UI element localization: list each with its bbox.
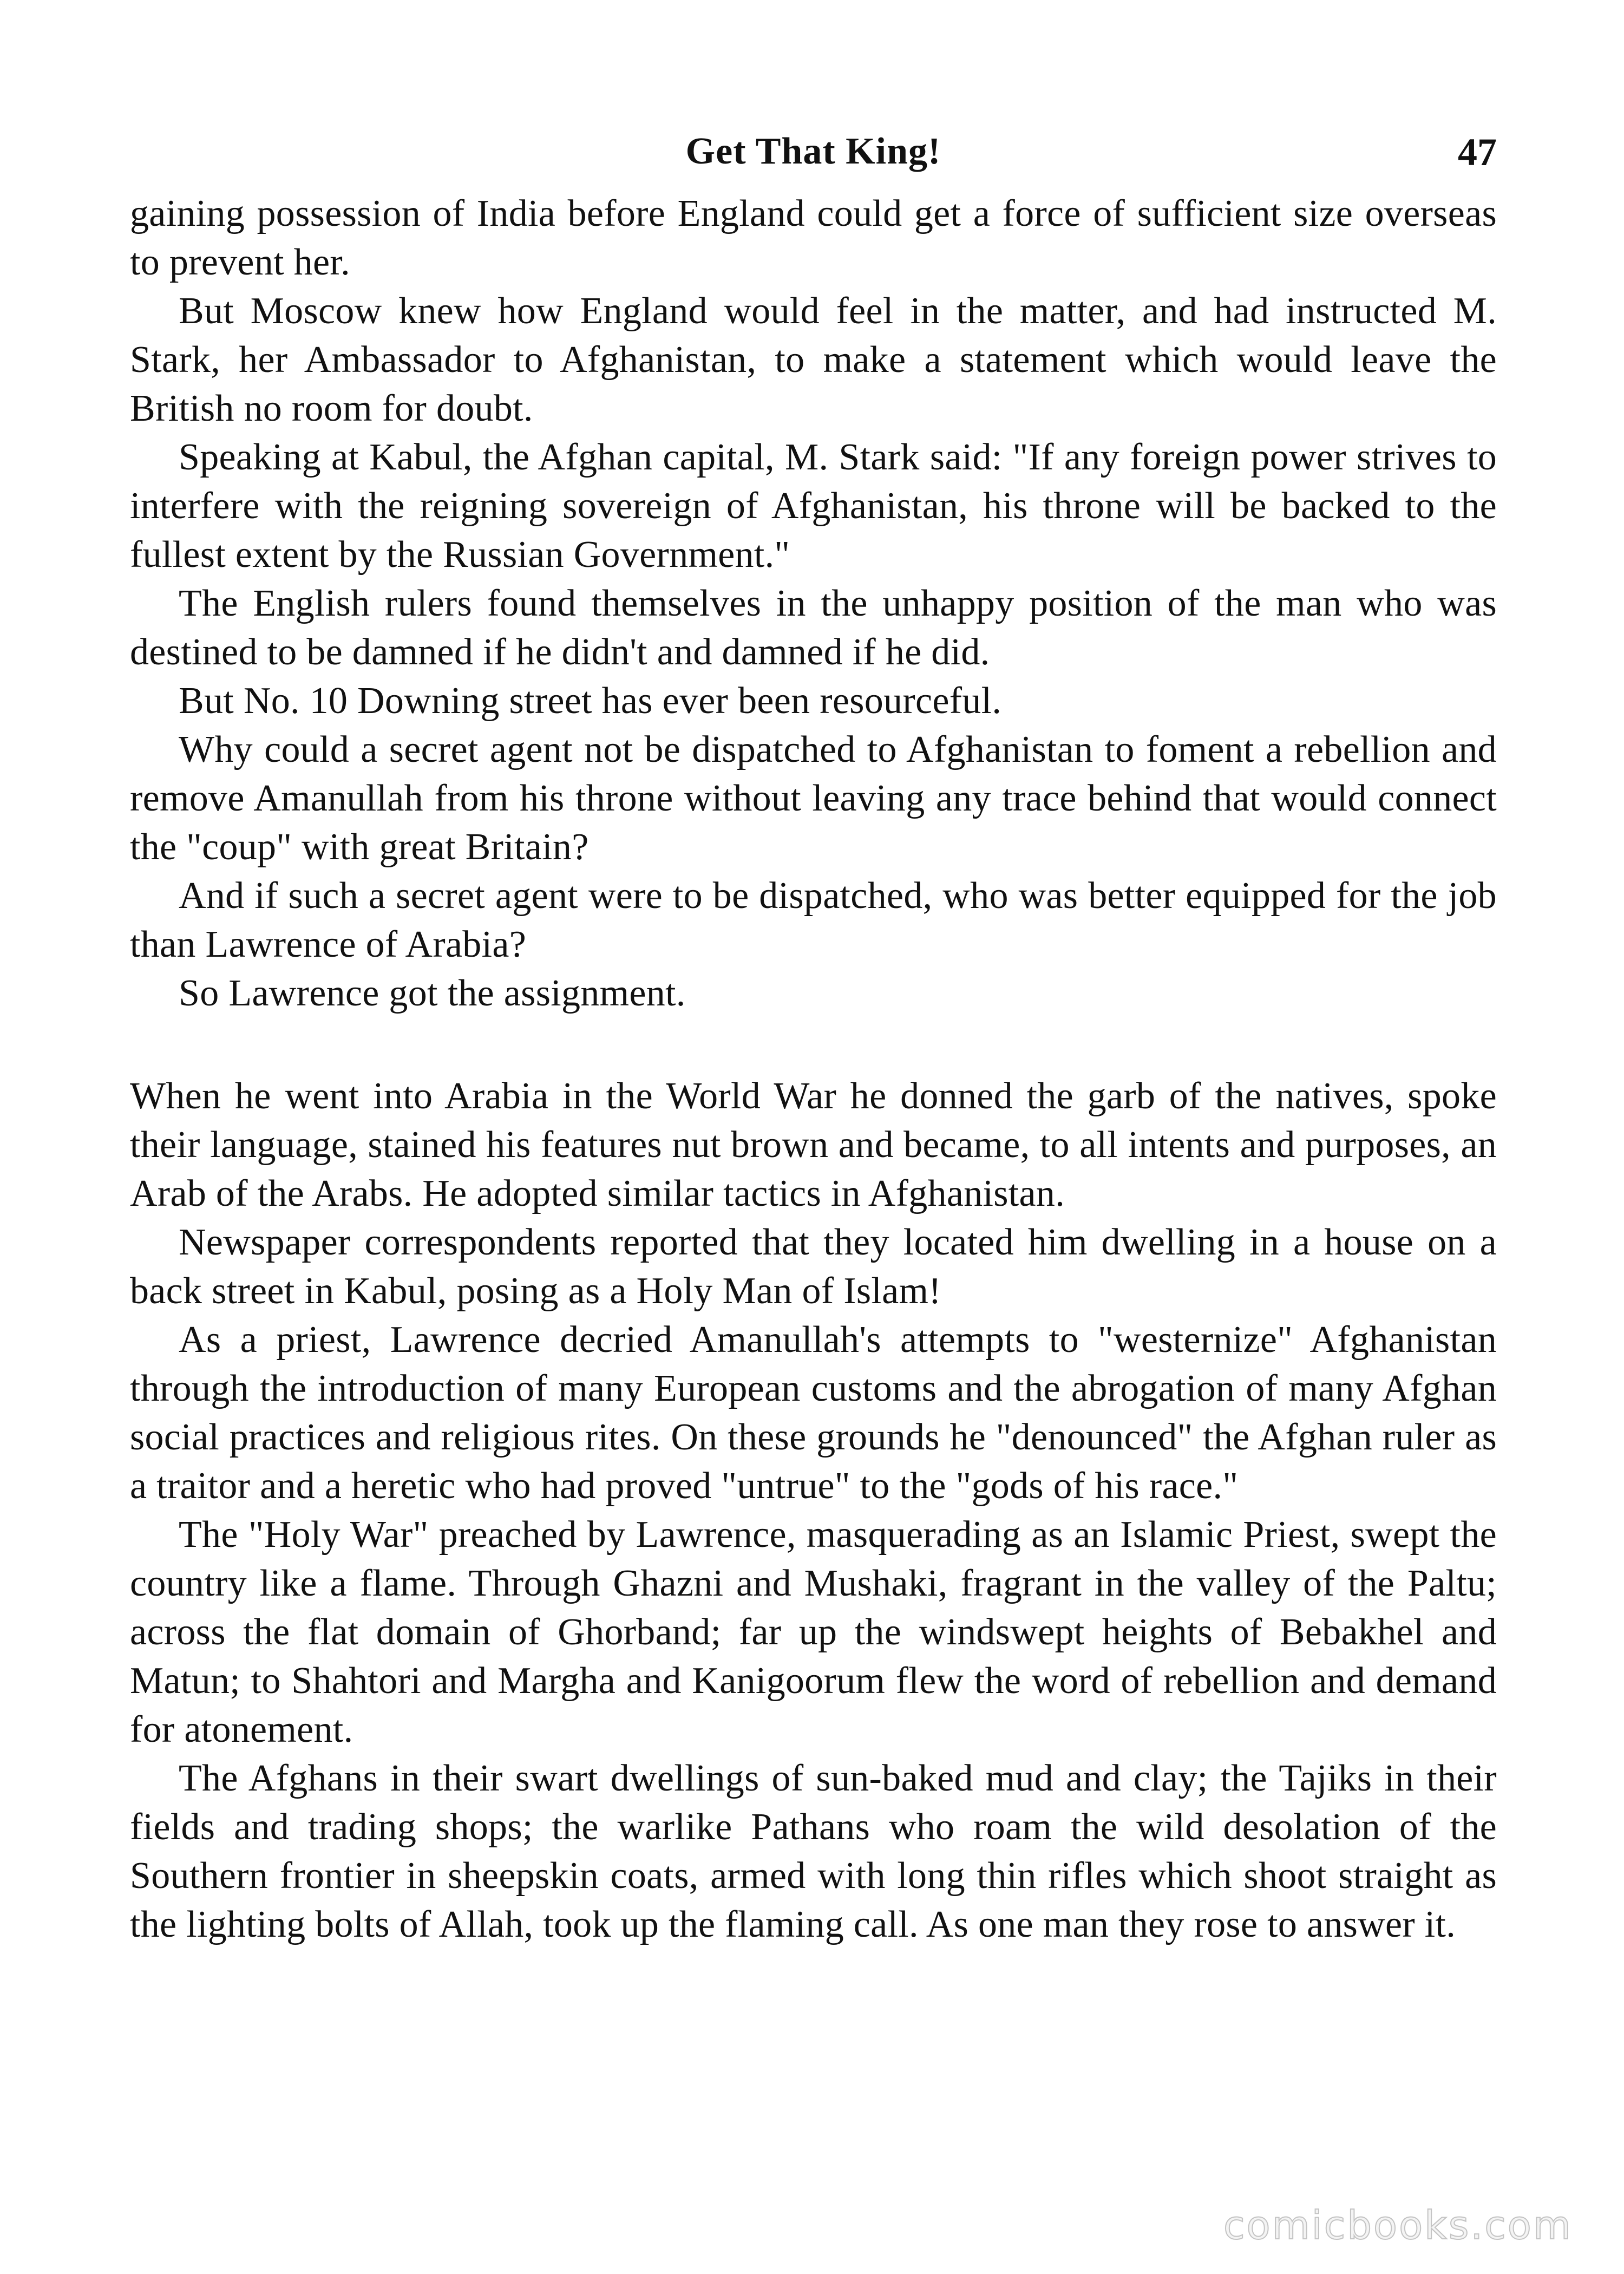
paragraph-13: The Afghans in their swart dwellings of sun-baked mud and clay; the Tajiks in their fields and trading shops; the warlike Pathans who roam the wild desolation of the Southern frontier in sheepskin coats, armed with long thin rifles which shoot straight as the lighting bolts of Allah, took up the flaming call. As one man they rose to answer it. <box>130 1757 1497 1945</box>
paragraph-8: So Lawrence got the assignment. <box>179 972 686 1014</box>
paragraph-1: gaining possession of India before England could get a force of sufficient size overseas to prevent her. <box>130 193 1497 283</box>
running-title: Get That King! <box>685 130 941 172</box>
paragraph-4: The English rulers found themselves in the unhappy position of the man who was destined to be damned if he didn't and damned if he did. <box>130 583 1497 673</box>
page-number: 47 <box>1458 130 1497 174</box>
watermark: comicbooks.com <box>1223 2203 1573 2248</box>
paragraph-3: Speaking at Kabul, the Afghan capital, M. Stark said: "If any foreign power strives to interfere with the reigning sovereign of Afghanistan, his throne will be backed to the fullest extent by the Russian Government." <box>130 436 1497 576</box>
paragraph-5: But No. 10 Downing street has ever been resourceful. <box>179 680 1002 722</box>
paragraph-9: When he went into Arabia in the World War he donned the garb of the natives, spoke their language, stained his features nut brown and became, to all intents and purposes, an Arab of the Arabs. He adopted similar tactics in Afghanistan. <box>130 1075 1497 1214</box>
body-text <box>130 190 1497 1949</box>
paragraph-7: And if such a secret agent were to be dispatched, who was better equipped for the job than Lawrence of Arabia? <box>130 875 1497 965</box>
paragraph-6: Why could a secret agent not be dispatched to Afghanistan to foment a rebellion and remove Amanullah from his throne without leaving any trace behind that would connect the "coup" with great Britain? <box>130 729 1497 868</box>
paragraph-10: Newspaper correspondents reported that they located him dwelling in a house on a back street in Kabul, posing as a Holy Man of Islam! <box>130 1221 1497 1312</box>
running-header <box>130 125 1497 190</box>
paragraph-12: The "Holy War" preached by Lawrence, masquerading as an Islamic Priest, swept the country like a flame. Through Ghazni and Mushaki, fragrant in the valley of the Paltu; across the flat domain of Ghorband; far up the windswept heights of Bebakhel and Matun; to Shahtori and Margha and Kanigoorum flew the word of rebellion and demand for atonement. <box>130 1514 1497 1750</box>
paragraph-11: As a priest, Lawrence decried Amanullah's attempts to "westernize" Afghanistan through the introduction of many European customs and the abrogation of many Afghan social practices and religious rites. On these grounds he "denounced" the Afghan ruler as a traitor and a heretic who had proved "untrue" to the "gods of his race." <box>130 1319 1497 1507</box>
paragraph-2: But Moscow knew how England would feel in the matter, and had instructed M. Stark, her Ambassador to Afghanistan, to make a statement which would leave the British no room for doubt. <box>130 290 1497 429</box>
book-page <box>130 125 1497 1949</box>
